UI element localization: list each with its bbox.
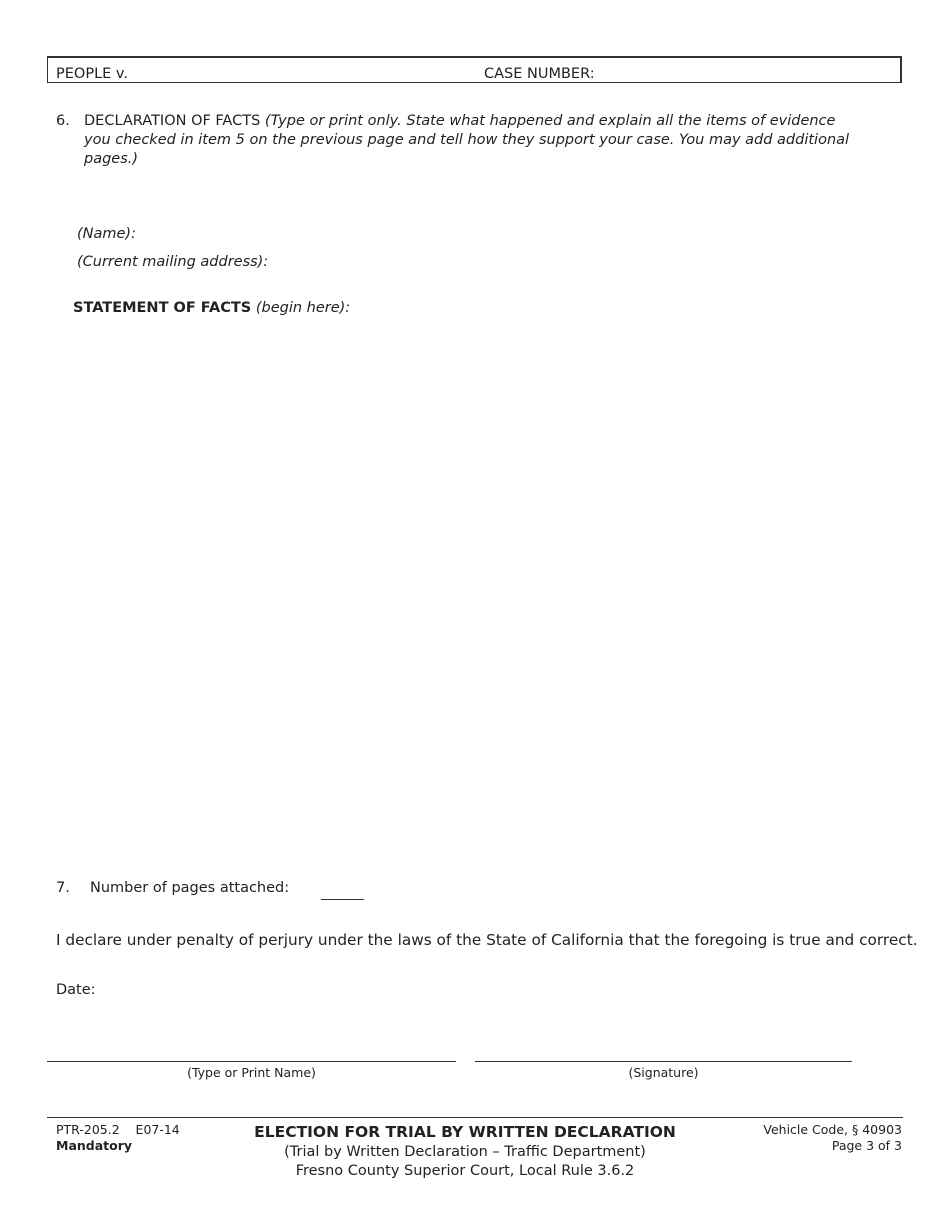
- address-field-label: (Current mailing address):: [77, 254, 269, 270]
- perjury-declaration: I declare under penalty of perjury under the laws of the State of California that the foregoing is true and correct.: [56, 931, 918, 949]
- statement-heading: [73, 300, 350, 316]
- court-rule: Fresno County Superior Court, Local Rule 3.6.2: [295, 1163, 635, 1179]
- item6-title: DECLARATION OF FACTS: [84, 113, 261, 129]
- name-field-label: (Name):: [77, 226, 136, 242]
- item6-instruction: (Type or print only. State what happened and explain all the items of evidence: [264, 113, 836, 129]
- item7-label: Number of pages attached:: [90, 880, 290, 896]
- item6-line1: [84, 113, 835, 129]
- signature-label: (Signature): [628, 1065, 699, 1080]
- statement-hint: (begin here):: [255, 300, 351, 316]
- pages-attached-field[interactable]: [321, 899, 364, 900]
- item7-number: 7.: [56, 880, 70, 896]
- statement-title: STATEMENT OF FACTS: [73, 300, 252, 316]
- print-name-line[interactable]: [47, 1061, 456, 1062]
- page-number: Page 3 of 3: [831, 1138, 902, 1153]
- date-label: Date:: [56, 982, 96, 998]
- form-subtitle: (Trial by Written Declaration – Traffic Department): [284, 1144, 646, 1160]
- mandatory-label: Mandatory: [56, 1138, 133, 1153]
- print-name-label: (Type or Print Name): [187, 1065, 316, 1080]
- people-label: PEOPLE v.: [56, 66, 128, 82]
- item6-number: 6.: [56, 113, 70, 129]
- signature-line[interactable]: [475, 1061, 852, 1062]
- form-title: ELECTION FOR TRIAL BY WRITTEN DECLARATION: [254, 1123, 676, 1141]
- footer-divider: [47, 1117, 903, 1118]
- item6-line3: pages.): [84, 151, 139, 167]
- case-number-label: CASE NUMBER:: [484, 66, 595, 82]
- item6-line2: you checked in item 5 on the previous page and tell how they support your case. You may add additional: [84, 132, 850, 148]
- case-header-box: [47, 56, 902, 83]
- vehicle-code: Vehicle Code, § 40903: [763, 1122, 902, 1137]
- form-id: PTR-205.2 E07-14: [56, 1122, 180, 1137]
